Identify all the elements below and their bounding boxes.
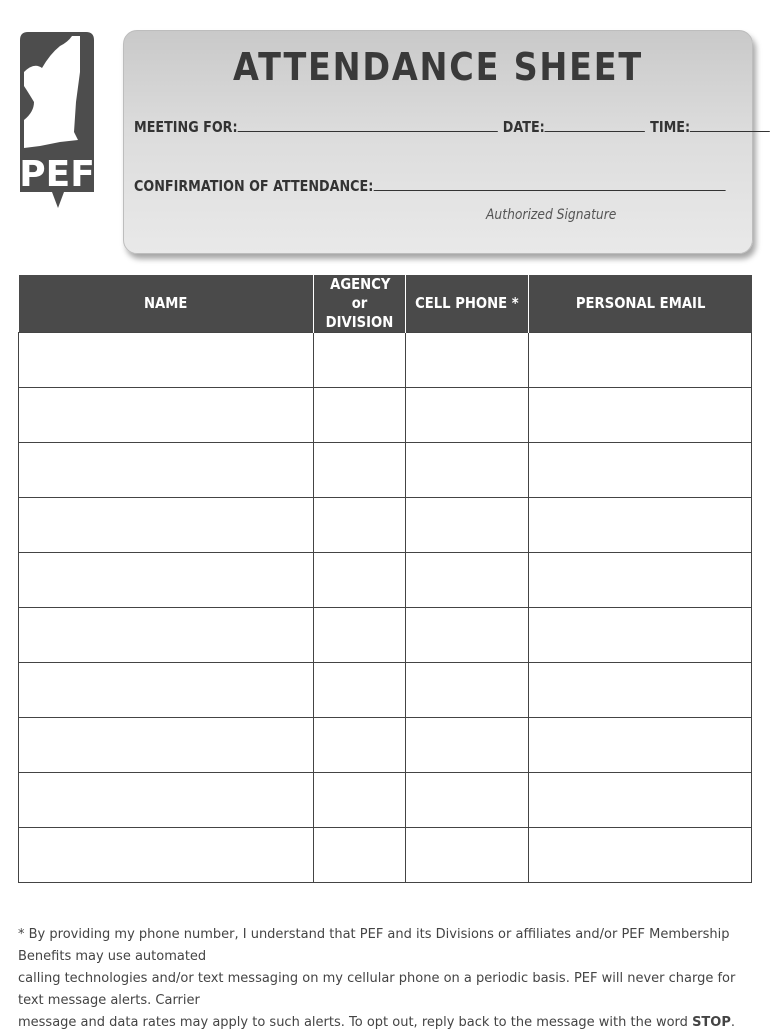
name-cell[interactable] — [19, 333, 314, 388]
personal-email-cell[interactable] — [529, 443, 752, 498]
agency-cell[interactable] — [314, 718, 406, 773]
name-cell[interactable] — [19, 553, 314, 608]
agency-cell[interactable] — [314, 553, 406, 608]
column-header-cell-phone: CELL PHONE * — [406, 275, 529, 333]
name-cell[interactable] — [19, 608, 314, 663]
name-cell[interactable] — [19, 828, 314, 883]
agency-cell[interactable] — [314, 773, 406, 828]
cell-phone-cell[interactable] — [406, 388, 529, 443]
name-cell[interactable] — [19, 718, 314, 773]
agency-cell[interactable] — [314, 608, 406, 663]
page-title: ATTENDANCE SHEET — [233, 45, 643, 89]
stop-keyword: STOP — [692, 1015, 731, 1030]
table-row — [19, 773, 752, 828]
name-cell[interactable] — [19, 663, 314, 718]
time-field[interactable] — [690, 117, 770, 132]
personal-email-cell[interactable] — [529, 828, 752, 883]
table-row — [19, 498, 752, 553]
column-header-personal-email: PERSONAL EMAIL — [529, 275, 752, 333]
meeting-for-label: MEETING FOR: — [134, 118, 238, 136]
agency-cell[interactable] — [314, 333, 406, 388]
cell-phone-cell[interactable] — [406, 663, 529, 718]
personal-email-cell[interactable] — [529, 388, 752, 443]
table-row — [19, 608, 752, 663]
cell-phone-cell[interactable] — [406, 553, 529, 608]
column-header-agency: AGENCY or DIVISION — [314, 275, 406, 333]
footnote-line: * By providing my phone number, I understand that PEF and its Divisions or affiliates and/or PEF Membership Benefits may use automated — [18, 927, 730, 964]
agency-cell[interactable] — [314, 443, 406, 498]
agency-cell[interactable] — [314, 828, 406, 883]
signature-caption: Authorized Signature — [486, 207, 617, 223]
footnote-line: message and data rates may apply to such alerts. To opt out, reply back to the message with the word STOP. — [18, 1015, 736, 1030]
cell-phone-cell[interactable] — [406, 333, 529, 388]
footnote-line: calling technologies and/or text messaging on my cellular phone on a periodic basis. PEF will never charge for text message alerts. Carrier — [18, 971, 736, 1008]
confirmation-label: CONFIRMATION OF ATTENDANCE: — [134, 177, 374, 195]
table-row — [19, 718, 752, 773]
personal-email-cell[interactable] — [529, 608, 752, 663]
cell-phone-cell[interactable] — [406, 608, 529, 663]
attendance-table — [18, 275, 752, 883]
agency-cell[interactable] — [314, 498, 406, 553]
cell-phone-cell[interactable] — [406, 828, 529, 883]
personal-email-cell[interactable] — [529, 718, 752, 773]
personal-email-cell[interactable] — [529, 498, 752, 553]
date-field[interactable] — [545, 117, 645, 132]
pef-logo — [20, 32, 94, 212]
name-cell[interactable] — [19, 773, 314, 828]
svg-text:PEF: PEF — [20, 154, 94, 195]
date-label: DATE: — [502, 118, 545, 136]
personal-email-cell[interactable] — [529, 773, 752, 828]
table-header-row — [19, 275, 752, 333]
personal-email-cell[interactable] — [529, 553, 752, 608]
cell-phone-cell[interactable] — [406, 718, 529, 773]
table-row — [19, 828, 752, 883]
header-panel — [123, 30, 753, 254]
confirmation-row — [134, 176, 725, 195]
new-york-state-map-icon — [20, 32, 94, 212]
signature-field[interactable] — [373, 176, 725, 191]
personal-email-cell[interactable] — [529, 333, 752, 388]
cell-phone-cell[interactable] — [406, 773, 529, 828]
agency-cell[interactable] — [314, 663, 406, 718]
cell-phone-cell[interactable] — [406, 498, 529, 553]
column-header-name: NAME — [19, 275, 314, 333]
table-row — [19, 388, 752, 443]
agency-cell[interactable] — [314, 388, 406, 443]
meeting-for-field[interactable] — [238, 117, 498, 132]
name-cell[interactable] — [19, 498, 314, 553]
time-label: TIME: — [650, 118, 691, 136]
table-row — [19, 333, 752, 388]
cell-phone-cell[interactable] — [406, 443, 529, 498]
meeting-row — [134, 117, 770, 136]
table-row — [19, 443, 752, 498]
table-row — [19, 553, 752, 608]
personal-email-cell[interactable] — [529, 663, 752, 718]
name-cell[interactable] — [19, 443, 314, 498]
name-cell[interactable] — [19, 388, 314, 443]
disclaimer-footnote — [18, 924, 752, 1034]
table-row — [19, 663, 752, 718]
